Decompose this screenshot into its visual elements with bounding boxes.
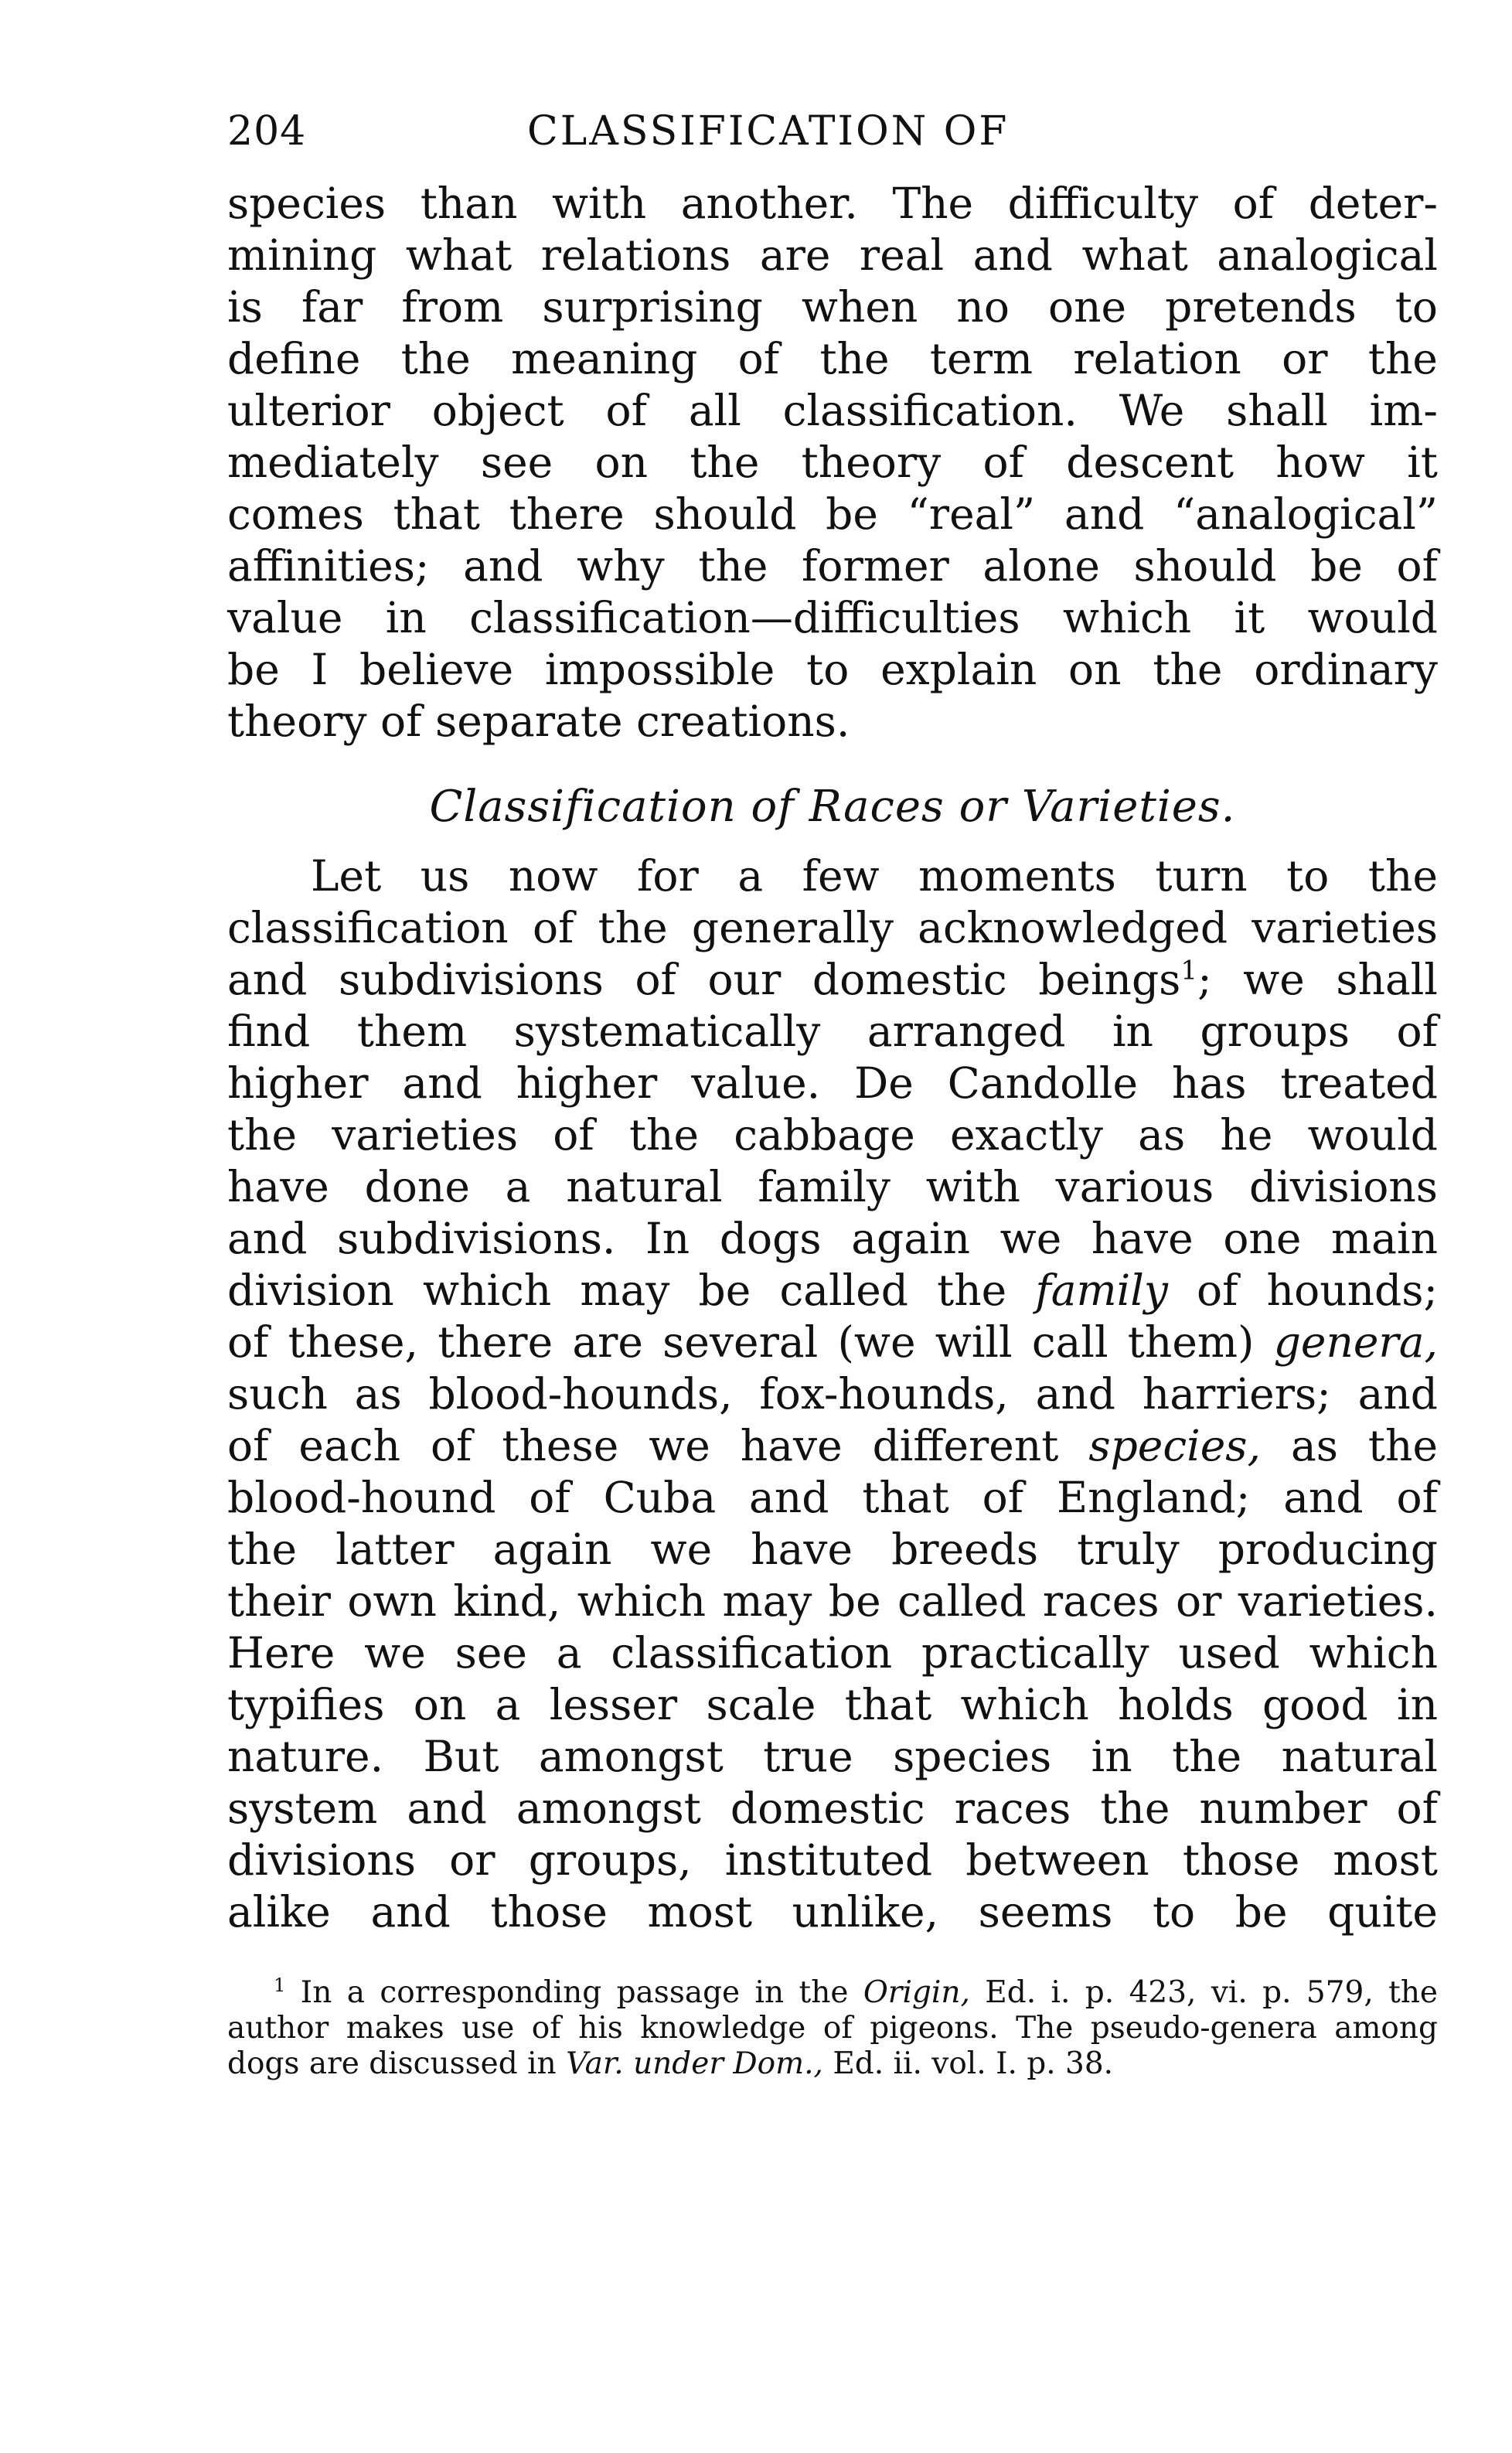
text-line: affinities; and why the former alone should be of xyxy=(227,541,1438,591)
text-line: find them systematically arranged in groups of xyxy=(227,1007,1438,1056)
book-page xyxy=(227,108,1438,2082)
paragraph-classification-of-races xyxy=(227,850,1438,1938)
text-line: classification of the generally acknowledged varieties xyxy=(227,903,1438,952)
text-line: theory of separate creations. xyxy=(227,697,850,746)
text-line: is far from surprising when no one pretends to xyxy=(227,282,1438,332)
text-line: system and amongst domestic races the number of xyxy=(227,1784,1438,1833)
footnote-line: author makes use of his knowledge of pigeons. The pseudo-genera among xyxy=(227,2011,1438,2046)
text-line: blood-hound of Cuba and that of England; and of xyxy=(227,1473,1438,1522)
text-line: Let us now for a few moments turn to the xyxy=(311,851,1438,901)
text-line: divisions or groups, instituted between those most xyxy=(227,1835,1438,1885)
footnote-marker: 1 xyxy=(274,1974,286,1996)
text-line: and subdivisions of our domestic beings$^1$; we shall xyxy=(227,955,1438,1004)
text-line: value in classification—difficulties which it would xyxy=(227,593,1438,642)
footnote xyxy=(227,1975,1438,2082)
text-line: nature. But amongst true species in the natural xyxy=(227,1732,1438,1781)
footnote-reference: 1 xyxy=(1180,955,1198,986)
running-head xyxy=(227,108,1438,178)
text-line: define the meaning of the term relation or the xyxy=(227,334,1438,383)
text-line: and subdivisions. In dogs again we have one main xyxy=(227,1214,1438,1263)
text-line: such as blood-hounds, fox-hounds, and harriers; and xyxy=(227,1369,1438,1419)
text-line: higher and higher value. De Candolle has treated xyxy=(227,1058,1438,1108)
text-line: ulterior object of all classification. We shall im- xyxy=(227,386,1438,435)
footnote-line: $^1$ In a corresponding passage in the Origin, Ed. i. p. 423, vi. p. 579, the xyxy=(274,1974,1439,2010)
text-line: of each of these we have different species, as the xyxy=(227,1421,1438,1470)
text-line: mediately see on the theory of descent how it xyxy=(227,438,1438,487)
text-line: be I believe impossible to explain on the ordinary xyxy=(227,645,1438,694)
text-line: species than with another. The difficulty of deter- xyxy=(227,179,1438,228)
page-number: 204 xyxy=(227,108,307,155)
text-line: of these, there are several (we will call them) genera, xyxy=(227,1317,1438,1367)
text-line: typifies on a lesser scale that which holds good in xyxy=(227,1680,1438,1729)
text-line: the varieties of the cabbage exactly as he would xyxy=(227,1110,1438,1160)
paragraph-continued xyxy=(227,178,1438,748)
text-line: mining what relations are real and what analogical xyxy=(227,230,1438,280)
text-line: have done a natural family with various divisions xyxy=(227,1162,1438,1211)
text-line: alike and those most unlike, seems to be quite xyxy=(227,1887,1438,1937)
text-line: comes that there should be “real” and “analogical” xyxy=(227,489,1438,539)
text-line: their own kind, which may be called races or varieties. xyxy=(227,1576,1438,1626)
text-line: Here we see a classification practically used which xyxy=(227,1628,1438,1678)
running-title: CLASSIFICATION OF xyxy=(527,108,1010,155)
text-line: the latter again we have breeds truly producing xyxy=(227,1525,1438,1574)
text-line: division which may be called the family of hounds; xyxy=(227,1266,1438,1315)
footnote-line: dogs are discussed in Var. under Dom., Ed. ii. vol. I. p. 38. xyxy=(227,2046,1114,2081)
section-heading: Classification of Races or Varieties. xyxy=(429,782,1236,832)
